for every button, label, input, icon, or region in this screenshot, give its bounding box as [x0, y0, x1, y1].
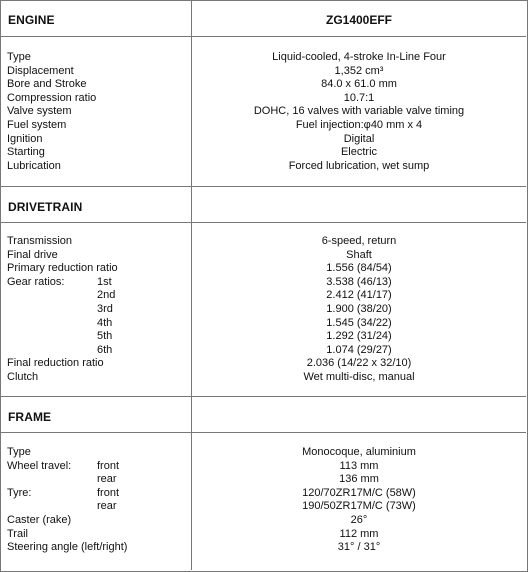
engine-bottom-divider — [0, 186, 526, 187]
spec-value: 10.7:1 — [343, 91, 375, 104]
model-name: ZG1400EFF — [325, 13, 393, 27]
drivetrain-spec-row — [0, 330, 526, 344]
spec-sublabel: 6th — [97, 343, 113, 356]
spec-sublabel: rear — [97, 500, 117, 513]
drivetrain-spec-row — [0, 262, 526, 276]
engine-section-title: ENGINE — [8, 13, 55, 27]
spec-value: 1.545 (34/22) — [326, 316, 392, 329]
engine-spec-row — [0, 133, 526, 147]
drivetrain-bottom-divider — [0, 396, 526, 397]
spec-value: 1,352 cm³ — [334, 64, 384, 77]
spec-label: Final reduction ratio — [7, 357, 104, 370]
spec-sublabel: 4th — [97, 316, 113, 329]
frame-section-title: FRAME — [8, 410, 52, 424]
spec-label: Compression ratio — [7, 91, 97, 104]
spec-value: 2.036 (14/22 x 32/10) — [306, 357, 412, 370]
spec-sublabel: rear — [97, 473, 117, 486]
engine-spec-row — [0, 65, 526, 79]
drivetrain-spec-row — [0, 344, 526, 358]
spec-value: 190/50ZR17M/C (73W) — [302, 500, 416, 513]
spec-value: Electric — [340, 146, 378, 159]
spec-value: Shaft — [346, 248, 372, 261]
spec-label: Tyre: — [7, 486, 32, 499]
frame-spec-row — [0, 473, 526, 487]
frame-spec-row — [0, 446, 526, 460]
drivetrain-spec-row — [0, 357, 526, 371]
spec-label: Transmission — [7, 235, 72, 247]
spec-label: Bore and Stroke — [7, 78, 87, 91]
frame-spec-row — [0, 460, 526, 474]
spec-label: Gear ratios: — [7, 275, 65, 288]
spec-value: 112 mm — [339, 527, 379, 540]
spec-sublabel: 1st — [97, 275, 112, 288]
spec-sublabel: front — [97, 486, 120, 499]
frame-spec-row — [0, 541, 526, 555]
engine-spec-row — [0, 160, 526, 174]
engine-spec-row — [0, 146, 526, 160]
spec-value: 1.900 (38/20) — [326, 303, 392, 315]
spec-value: Digital — [343, 132, 375, 145]
engine-spec-row — [0, 78, 526, 92]
frame-spec-row — [0, 500, 526, 514]
spec-value: 120/70ZR17M/C (58W) — [302, 486, 416, 499]
spec-value: 1.074 (29/27) — [326, 343, 392, 356]
frame-spec-row — [0, 528, 526, 542]
spec-label: Steering angle (left/right) — [7, 541, 128, 554]
spec-value: 31° / 31° — [337, 541, 381, 554]
spec-value: 136 mm — [339, 473, 379, 486]
spec-value: 6-speed, return — [321, 235, 397, 247]
engine-spec-row — [0, 105, 526, 119]
drivetrain-section-title: DRIVETRAIN — [8, 200, 83, 214]
spec-label: Type — [7, 446, 31, 458]
spec-sublabel: 3rd — [97, 303, 113, 315]
engine-spec-row — [0, 119, 526, 133]
spec-label: Displacement — [7, 64, 74, 77]
spec-sublabel: front — [97, 459, 120, 472]
drivetrain-spec-row — [0, 249, 526, 263]
spec-value: 26° — [350, 514, 368, 526]
drivetrain-spec-row — [0, 303, 526, 317]
spec-value: Monocoque, aluminium — [302, 446, 416, 458]
spec-value: Fuel injection:φ40 mm x 4 — [295, 119, 423, 131]
spec-value: Liquid-cooled, 4-stroke In-Line Four — [272, 51, 446, 63]
spec-value: 3.538 (46/13) — [326, 275, 392, 288]
spec-value: 2.412 (41/17) — [326, 289, 392, 302]
spec-value: DOHC, 16 valves with variable valve timing — [253, 105, 465, 118]
spec-label: Trail — [7, 527, 28, 540]
spec-value: Forced lubrication, wet sump — [288, 159, 430, 172]
spec-value: 113 mm — [339, 459, 379, 472]
drivetrain-spec-row — [0, 371, 526, 385]
engine-spec-row — [0, 92, 526, 106]
spec-label: Primary reduction ratio — [7, 262, 118, 275]
engine-spec-row — [0, 51, 526, 65]
frame-spec-row — [0, 514, 526, 528]
spec-label: Valve system — [7, 105, 72, 118]
spec-label: Wheel travel: — [7, 459, 72, 472]
spec-label: Type — [7, 51, 31, 63]
spec-sublabel: 5th — [97, 330, 113, 343]
drivetrain-header-divider — [0, 222, 526, 223]
spec-label: Clutch — [7, 371, 39, 383]
engine-header-divider — [0, 36, 526, 37]
spec-label: Final drive — [7, 248, 58, 261]
drivetrain-spec-row — [0, 235, 526, 249]
drivetrain-spec-row — [0, 317, 526, 331]
spec-label: Starting — [7, 146, 45, 159]
spec-label: Fuel system — [7, 119, 67, 131]
spec-sublabel: 2nd — [97, 289, 116, 302]
spec-value: 84.0 x 61.0 mm — [321, 78, 397, 91]
frame-header-divider — [0, 432, 526, 433]
frame-spec-row — [0, 487, 526, 501]
spec-value: 1.292 (31/24) — [326, 330, 392, 343]
drivetrain-spec-row — [0, 289, 526, 303]
spec-label: Caster (rake) — [7, 514, 72, 526]
spec-value: 1.556 (84/54) — [326, 262, 392, 275]
drivetrain-spec-row — [0, 276, 526, 290]
spec-label: Lubrication — [7, 159, 61, 172]
spec-value: Wet multi-disc, manual — [303, 371, 415, 383]
spec-label: Ignition — [7, 132, 43, 145]
